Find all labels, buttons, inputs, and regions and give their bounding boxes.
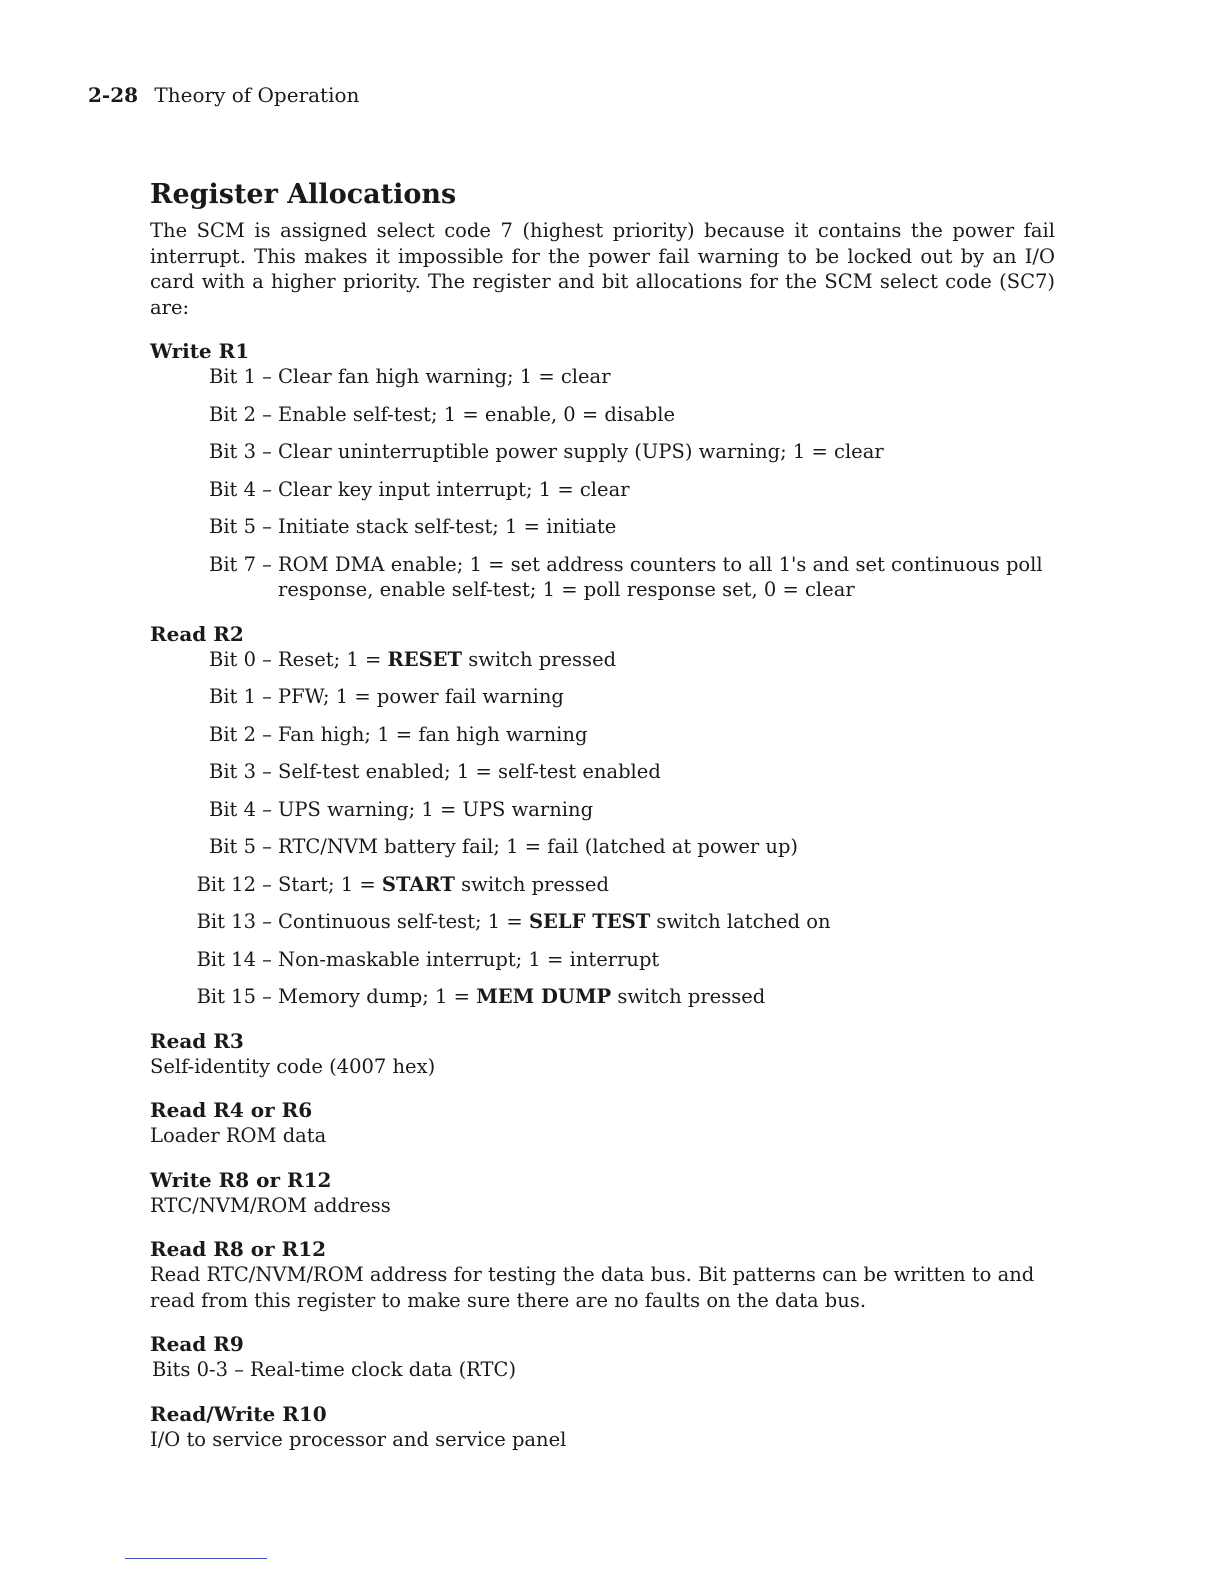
bit-label: Bit 3 <box>208 760 256 783</box>
bit-label: Bit 3 <box>208 440 256 463</box>
read-r8-r12-heading: Read R8 or R12 <box>150 1237 327 1261</box>
bit-description: Clear fan high warning; 1 = clear <box>278 365 611 388</box>
bit-entry <box>150 1357 1055 1383</box>
bit-description <box>278 872 1055 898</box>
bit-label: Bit 1 <box>208 685 256 708</box>
section-title: Register Allocations <box>150 179 457 210</box>
write-r8-r12-heading: Write R8 or R12 <box>150 1167 332 1192</box>
bit-entry <box>150 984 1055 1010</box>
read-r4-r6-group <box>150 1097 1055 1149</box>
read-r3-group <box>150 1028 1055 1080</box>
bit-dash: – <box>262 760 272 783</box>
bit-entry <box>150 514 1055 540</box>
bit-dash: – <box>262 440 272 463</box>
readwrite-r10-description: I/O to service processor and service panel <box>150 1427 567 1451</box>
running-title: Theory of Operation <box>154 83 360 107</box>
bit-entry <box>150 947 1055 973</box>
bit-label: Bit 13 <box>196 910 256 933</box>
desc-text: switch pressed <box>462 647 617 671</box>
bit-entry <box>150 402 1055 428</box>
readwrite-r10-heading: Read/Write R10 <box>150 1401 327 1426</box>
switch-name: SELF TEST <box>528 910 651 933</box>
desc-text: Reset; 1 = <box>278 647 388 671</box>
read-r2-heading: Read R2 <box>150 621 244 646</box>
bit-description: Initiate stack self-test; 1 = initiate <box>278 515 617 538</box>
read-r9-heading: Read R9 <box>150 1332 244 1356</box>
bit-description: Clear uninterruptible power supply (UPS) warning; 1 = clear <box>278 440 884 463</box>
desc-text: switch latched on <box>650 910 831 933</box>
bit-description <box>278 909 1055 935</box>
bit-entry <box>150 722 1055 748</box>
bit-dash: – <box>262 872 272 896</box>
footer-rule <box>125 1558 267 1559</box>
switch-name: RESET <box>387 647 463 671</box>
bit-dash: – <box>262 722 272 746</box>
bit-label: Bit 1 <box>208 365 256 388</box>
bit-description: PFW; 1 = power fail warning <box>278 685 564 708</box>
bit-label: Bit 5 <box>208 835 256 858</box>
bit-dash: – <box>262 797 272 821</box>
bit-dash: – <box>262 515 272 538</box>
bit-label: Bit 4 <box>208 477 256 501</box>
bit-dash: – <box>262 985 272 1008</box>
write-r1-bit-list <box>150 364 1055 603</box>
bit-label: Bit 12 <box>196 872 256 896</box>
desc-text: Memory dump; 1 = <box>278 985 477 1008</box>
bit-label: Bit 4 <box>208 797 256 821</box>
bit-dash: – <box>262 835 272 858</box>
read-r3-heading: Read R3 <box>150 1028 244 1053</box>
bit-dash: – <box>262 552 272 576</box>
bit-label: Bits 0-3 <box>151 1358 228 1381</box>
bit-description: Enable self-test; 1 = enable, 0 = disable <box>278 402 676 426</box>
bit-description: UPS warning; 1 = UPS warning <box>278 797 594 821</box>
page-header <box>88 82 359 108</box>
bit-dash: – <box>262 477 272 501</box>
readwrite-r10-group <box>150 1401 1055 1453</box>
read-r8-r12-description: Read RTC/NVM/ROM address for testing the data bus. Bit patterns can be written to and read from this register to make sure there are no faults on the data bus. <box>150 1263 1035 1312</box>
bit-description: Clear key input interrupt; 1 = clear <box>278 477 630 501</box>
bit-label: Bit 2 <box>208 722 256 746</box>
bit-entry <box>150 477 1055 503</box>
bit-entry <box>150 439 1055 465</box>
bit-label: Bit 14 <box>196 947 256 971</box>
bit-label: Bit 15 <box>196 985 256 1008</box>
read-r2-bit-list <box>150 647 1055 1010</box>
bit-description <box>278 647 1055 673</box>
desc-text: Start; 1 = <box>278 872 382 896</box>
bit-dash: – <box>262 685 272 708</box>
bit-entry <box>150 872 1055 898</box>
bit-description: RTC/NVM battery fail; 1 = fail (latched at power up) <box>278 835 799 858</box>
bit-label: Bit 0 <box>208 647 256 671</box>
bit-label: Bit 5 <box>208 515 256 538</box>
bit-description <box>278 984 1055 1010</box>
bit-dash: – <box>234 1358 244 1381</box>
bit-description: Non-maskable interrupt; 1 = interrupt <box>278 947 660 971</box>
bit-entry <box>150 552 1055 603</box>
read-r8-r12-group <box>150 1236 1055 1313</box>
bit-description: Fan high; 1 = fan high warning <box>278 722 588 746</box>
read-r3-description: Self-identity code (4007 hex) <box>150 1054 436 1078</box>
read-r2-group <box>150 621 1055 1010</box>
read-r4-r6-heading: Read R4 or R6 <box>150 1098 313 1122</box>
bit-entry <box>150 684 1055 710</box>
read-r4-r6-description: Loader ROM data <box>150 1124 327 1147</box>
bit-label: Bit 7 <box>208 552 256 576</box>
write-r8-r12-group <box>150 1167 1055 1219</box>
bit-dash: – <box>262 947 272 971</box>
desc-text: switch pressed <box>611 985 766 1008</box>
write-r1-group <box>150 338 1055 603</box>
switch-name: MEM DUMP <box>476 985 612 1008</box>
read-r9-group <box>150 1331 1055 1383</box>
bit-description: ROM DMA enable; 1 = set address counters to all 1's and set continuous poll response, enable self-test; 1 = poll response set, 0 = clear <box>278 552 1043 601</box>
bit-dash: – <box>262 402 272 426</box>
bit-entry <box>150 759 1055 785</box>
desc-text: switch pressed <box>454 872 609 896</box>
bit-dash: – <box>262 365 272 388</box>
desc-text: Continuous self-test; 1 = <box>278 910 529 933</box>
bit-entry <box>150 909 1055 935</box>
write-r1-heading: Write R1 <box>150 339 250 363</box>
bit-label: Bit 2 <box>208 402 256 426</box>
bit-dash: – <box>262 647 272 671</box>
bit-entry <box>150 364 1055 390</box>
write-r8-r12-description: RTC/NVM/ROM address <box>150 1193 391 1217</box>
bit-entry <box>150 797 1055 823</box>
bit-entry <box>150 647 1055 673</box>
bit-dash: – <box>262 910 272 933</box>
switch-name: START <box>381 872 455 896</box>
bit-description: Real-time clock data (RTC) <box>250 1358 517 1381</box>
bit-entry <box>150 834 1055 860</box>
bit-description: Self-test enabled; 1 = self-test enabled <box>278 760 661 783</box>
intro-paragraph: The SCM is assigned select code 7 (highest priority) because it contains the power fail interrupt. This makes it impossible for the power fail warning to be locked out by an I/O card with a higher priority. The register and bit allocations for the SCM select code (SC7) are: <box>150 219 1055 319</box>
main-content <box>150 178 1055 1452</box>
page-number: 2-28 <box>88 83 139 107</box>
